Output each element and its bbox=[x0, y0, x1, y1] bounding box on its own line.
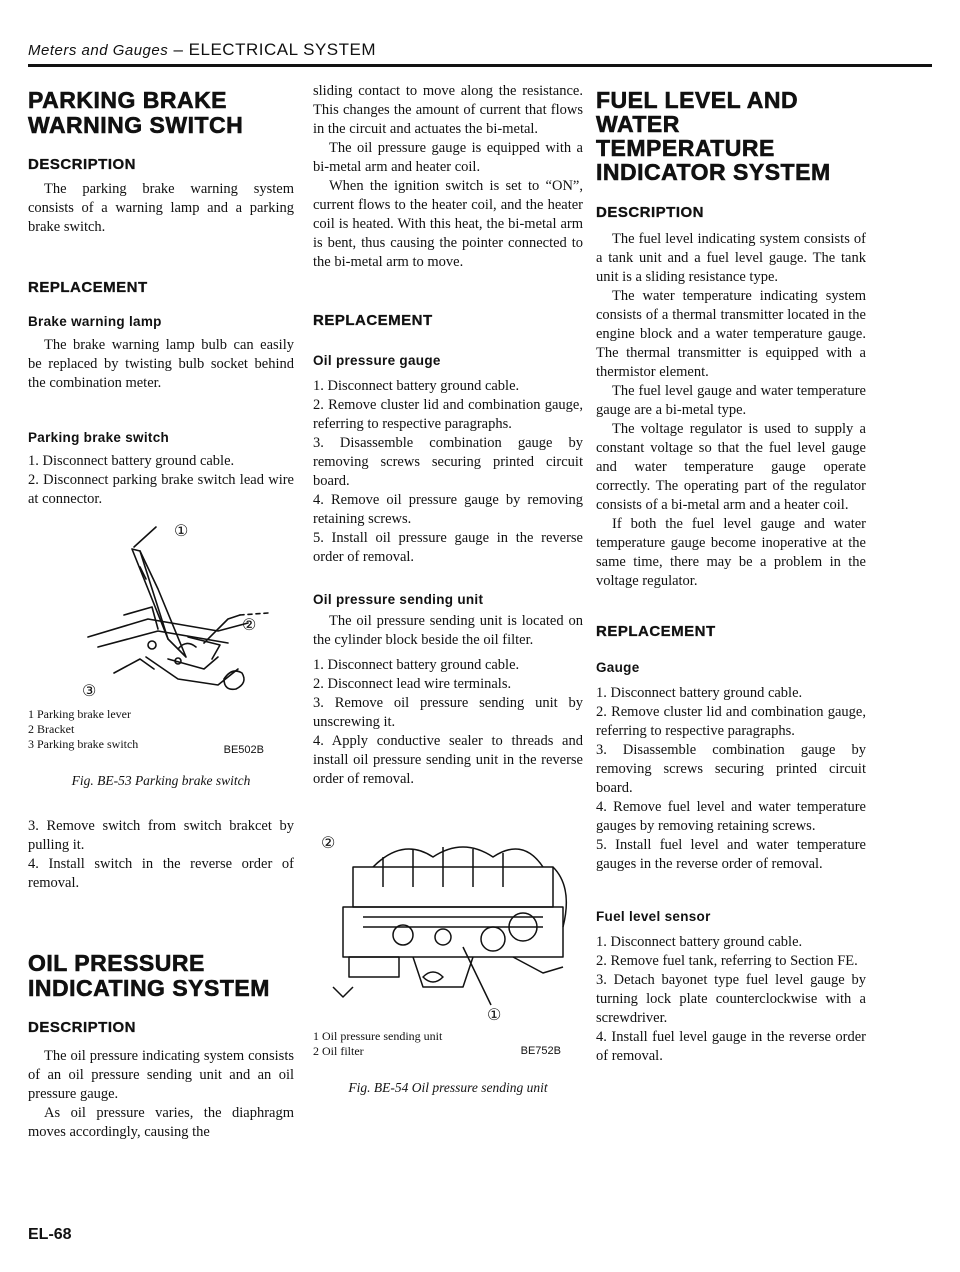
callout-1: ① bbox=[174, 523, 189, 540]
list-item: 1. Disconnect battery ground cable. bbox=[596, 934, 803, 950]
paragraph: The water temperature indicating system consists of a thermal transmitter located in the engine block and a water temperature gauge. The thermal transmitter is equipped with a thermistor element. bbox=[596, 288, 866, 380]
figure-caption: Fig. BE-54 Oil pressure sending unit bbox=[348, 1080, 548, 1095]
list-item: 2. Disconnect lead wire terminals. bbox=[313, 676, 512, 692]
figure-caption: Fig. BE-53 Parking brake switch bbox=[71, 773, 251, 788]
list-item: 5. Install oil pressure gauge in the reverse order of removal. bbox=[313, 530, 583, 565]
heading-description: DESCRIPTION bbox=[28, 156, 137, 173]
heading-description: DESCRIPTION bbox=[28, 1019, 137, 1036]
figure-legend bbox=[28, 707, 294, 756]
list-item: 1. Disconnect battery ground cable. bbox=[313, 378, 520, 394]
figure-code: BE502B bbox=[223, 744, 264, 756]
legend-item: 1 Parking brake lever bbox=[28, 707, 131, 721]
callout-1: ① bbox=[487, 1007, 502, 1024]
legend-item: 1 Oil pressure sending unit bbox=[313, 1029, 443, 1043]
engine-drawing bbox=[313, 827, 583, 1027]
paragraph: The oil pressure gauge is equipped with a bi-metal arm and heater coil. bbox=[313, 140, 583, 175]
paragraph: If both the fuel level gauge and water temperature gauge become inoperative at the same time, there may be a problem in the voltage regulator. bbox=[596, 516, 866, 589]
list-item: 4. Remove fuel level and water temperature gauges by removing retaining screws. bbox=[596, 799, 866, 834]
chapter-name: ELECTRICAL SYSTEM bbox=[188, 40, 377, 59]
paragraph: The fuel level indicating system consists of a tank unit and a fuel level gauge. The tank unit is a sliding resistance type. bbox=[596, 231, 866, 285]
head-dash: – bbox=[168, 40, 189, 59]
page-number: EL-68 bbox=[28, 1226, 72, 1243]
heading-replacement: REPLACEMENT bbox=[596, 623, 716, 640]
heading-replacement: REPLACEMENT bbox=[28, 279, 148, 296]
heading-replacement: REPLACEMENT bbox=[313, 312, 433, 329]
column-right bbox=[596, 82, 866, 1066]
figure-code: BE752B bbox=[520, 1045, 561, 1057]
list-item: 1. Disconnect battery ground cable. bbox=[28, 453, 235, 469]
list-item: 3. Disassemble combination gauge by removing screws securing printed circuit board. bbox=[596, 742, 866, 796]
figure-legend bbox=[313, 1029, 583, 1059]
list-item: 2. Remove cluster lid and combination gauge, referring to respective paragraphs. bbox=[313, 397, 583, 432]
column-middle bbox=[313, 82, 583, 1096]
subheading-fuel-sensor: Fuel level sensor bbox=[596, 909, 711, 924]
legend-item: 2 Oil filter bbox=[313, 1044, 364, 1058]
callout-2: ② bbox=[242, 617, 257, 634]
paragraph: sliding contact to move along the resistance. This changes the amount of current that flows in the circuit and actuates the bi-metal. bbox=[313, 83, 583, 137]
list-item: 2. Disconnect parking brake switch lead wire at connector. bbox=[28, 472, 294, 507]
paragraph: The oil pressure indicating system consists of an oil pressure sending unit and an oil pressure gauge. bbox=[28, 1048, 294, 1102]
callout-2: ② bbox=[321, 835, 336, 852]
section-title-parking: PARKING BRAKE WARNING SWITCH bbox=[28, 87, 244, 138]
list-item: 1. Disconnect battery ground cable. bbox=[313, 657, 520, 673]
legend-item: 2 Bracket bbox=[28, 722, 75, 736]
paragraph: The voltage regulator is used to supply a constant voltage so that the fuel level gauge and water temperature gauge operate correctly. The operating part of the regulator consists of a bi-metal arm and a heater coil. bbox=[596, 421, 866, 513]
list-item: 2. Remove fuel tank, referring to Section FE. bbox=[596, 953, 858, 969]
column-left bbox=[28, 82, 294, 1142]
page-header bbox=[28, 40, 932, 66]
paragraph: The parking brake warning system consists of a warning lamp and a parking brake switch. bbox=[28, 181, 294, 235]
subheading-oil-gauge: Oil pressure gauge bbox=[313, 353, 441, 368]
paragraph: When the ignition switch is set to “ON”, current flows to the heater coil, and the heater coil is heated. With this heat, the bi-metal arm is bent, thus causing the pointer connected to the bi-metal arm to move. bbox=[313, 178, 583, 270]
header-rule bbox=[28, 64, 932, 67]
section-title-oil: OIL PRESSURE INDICATING SYSTEM bbox=[28, 950, 270, 1001]
heading-description: DESCRIPTION bbox=[596, 204, 705, 221]
running-head bbox=[28, 40, 376, 60]
subheading-brake-switch: Parking brake switch bbox=[28, 430, 170, 445]
list-item: 3. Disassemble combination gauge by removing screws securing printed circuit board. bbox=[313, 435, 583, 489]
list-item: 3. Remove oil pressure sending unit by unscrewing it. bbox=[313, 695, 583, 730]
list-item: 3. Detach bayonet type fuel level gauge by turning lock plate counterclockwise with a screwdriver. bbox=[596, 972, 866, 1026]
figure-engine bbox=[313, 827, 583, 1027]
subheading-brake-lamp: Brake warning lamp bbox=[28, 314, 162, 329]
legend-item: 3 Parking brake switch bbox=[28, 737, 139, 751]
list-item: 1. Disconnect battery ground cable. bbox=[596, 685, 803, 701]
section-name: Meters and Gauges bbox=[28, 42, 169, 59]
callout-3: ③ bbox=[82, 683, 97, 700]
paragraph: The oil pressure sending unit is located on the cylinder block beside the oil filter. bbox=[313, 613, 583, 648]
list-item: 3. Remove switch from switch brakcet by pulling it. bbox=[28, 818, 294, 853]
list-item: 4. Install switch in the reverse order of removal. bbox=[28, 856, 294, 891]
paragraph: The fuel level gauge and water temperature gauge are a bi-metal type. bbox=[596, 383, 866, 418]
list-item: 4. Remove oil pressure gauge by removing retaining screws. bbox=[313, 492, 583, 527]
subheading-sending-unit: Oil pressure sending unit bbox=[313, 592, 484, 607]
paragraph: The brake warning lamp bulb can easily be replaced by twisting bulb socket behind the combination meter. bbox=[28, 337, 294, 391]
list-item: 5. Install fuel level and water temperature gauges in the reverse order of removal. bbox=[596, 837, 866, 872]
list-item: 2. Remove cluster lid and combination gauge, referring to respective paragraphs. bbox=[596, 704, 866, 739]
paragraph: As oil pressure varies, the diaphragm moves accordingly, causing the bbox=[28, 1105, 294, 1140]
list-item: 4. Install fuel level gauge in the reverse order of removal. bbox=[596, 1029, 866, 1064]
figure-parking-brake-switch bbox=[28, 519, 294, 719]
section-title-fuel: FUEL LEVEL AND WATER TEMPERATURE INDICATOR SYSTEM bbox=[596, 87, 831, 185]
subheading-gauge: Gauge bbox=[596, 660, 640, 675]
list-item: 4. Apply conductive sealer to threads and install oil pressure sending unit in the reverse order of removal. bbox=[313, 733, 583, 787]
